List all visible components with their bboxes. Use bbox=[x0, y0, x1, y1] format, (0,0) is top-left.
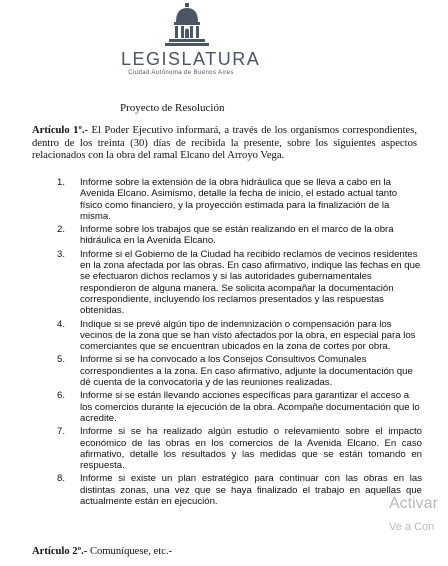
activation-watermark-line-2: Ve a Con bbox=[389, 521, 435, 533]
list-item bbox=[36, 249, 422, 317]
request-list bbox=[36, 177, 422, 509]
list-item-number: 1. bbox=[56, 177, 65, 188]
list-item-number: 6. bbox=[56, 390, 65, 402]
activation-watermark-line-1: Activar bbox=[389, 495, 438, 512]
article-2 bbox=[32, 546, 172, 557]
list-item bbox=[36, 426, 422, 471]
list-item-number: 5. bbox=[56, 354, 65, 366]
list-item-text: Informe sobre los trabajos que se están realizando en el marco de la obra hidráulica en la Avenida Elcano. bbox=[80, 224, 394, 247]
list-item bbox=[36, 224, 422, 247]
list-item-number: 4. bbox=[56, 318, 65, 330]
list-item-number: 3. bbox=[56, 248, 65, 260]
list-item-text: Informe si se están llevando acciones específicas para garantizar el acceso a los comercios durante la ejecución de la obra. Acompañe documentación que lo acredite. bbox=[80, 390, 420, 424]
list-item bbox=[36, 177, 422, 222]
brand-name: LEGISLATURA bbox=[121, 49, 261, 69]
list-item bbox=[36, 473, 422, 507]
list-item-text: Indique si se prevé algún tipo de indemnización o compensación para los vecinos de la zona que se han visto afectados por la obra, en especial para los comerciantes que se encuentran ubicados en la zona de cortes por obra. bbox=[80, 318, 416, 353]
list-item-number: 8. bbox=[56, 473, 65, 485]
article-1-label: Artículo 1º.- bbox=[32, 125, 89, 136]
article-2-label: Artículo 2º.- bbox=[32, 546, 88, 557]
list-item bbox=[36, 319, 422, 353]
brand-block bbox=[121, 49, 261, 77]
list-item-number: 7. bbox=[56, 426, 65, 438]
list-item-text: Informe si se ha realizado algún estudio o relevamiento sobre el impacto económico de las obras en los comercios de la Avenida Elcano. En caso afirmativo, detalle los resultados y las medidas que se están tomando en respuesta. bbox=[80, 426, 422, 472]
list-item-text: Informe si se ha convocado a los Consejos Consultivos Comunales correspondientes a la zona. En caso afirmativo, adjunte la documentación que dé cuenta de la convocatoria y de las reuniones realizadas. bbox=[80, 354, 413, 389]
brand-subtitle: Ciudad Autónoma de Buenos Aires bbox=[128, 70, 234, 76]
list-item bbox=[36, 354, 422, 388]
list-item-text: Informe sobre la extensión de la obra hidráulica que se lleva a cabo en la Avenida Elcano. Asimismo, detalle la fecha de inicio, el estado actual tanto físico como financiero, y la proyección estimada para la finalización de la misma. bbox=[80, 177, 398, 222]
list-item-number: 2. bbox=[56, 224, 65, 236]
list-item-text: Informe si el Gobierno de la Ciudad ha recibido reclamos de vecinos residentes en la zona afectada por las obras. En caso afirmativo, indique las fechas en que se efectuaron dichos reclamos y si las autoridades gubernamentales respondieron de alguna manera. Se solicita acompañar la documentación correspondiente, incluyendo los reclamos presentados y las respuestas obtenidas. bbox=[80, 248, 421, 317]
list-item bbox=[36, 390, 422, 424]
list-item-text: Informe si existe un plan estratégico para continuar con las obras en las distintas zonas, una vez que se haya finalizado el trabajo en aquellas que actualmente están en ejecución. bbox=[80, 473, 422, 508]
legislature-building-logo bbox=[163, 2, 211, 46]
document-type-label: Proyecto de Resolución bbox=[120, 102, 225, 114]
article-1 bbox=[32, 125, 417, 163]
article-2-text: Comuníquese, etc.- bbox=[89, 546, 173, 557]
article-1-text: El Poder Ejecutivo informará, a través de los organismos correspondientes, dentro de los treinta (30) días de recibida la presente, sobre los siguientes aspectos relacionados con la obra del ramal Elcano del Arroyo Vega. bbox=[32, 125, 417, 162]
